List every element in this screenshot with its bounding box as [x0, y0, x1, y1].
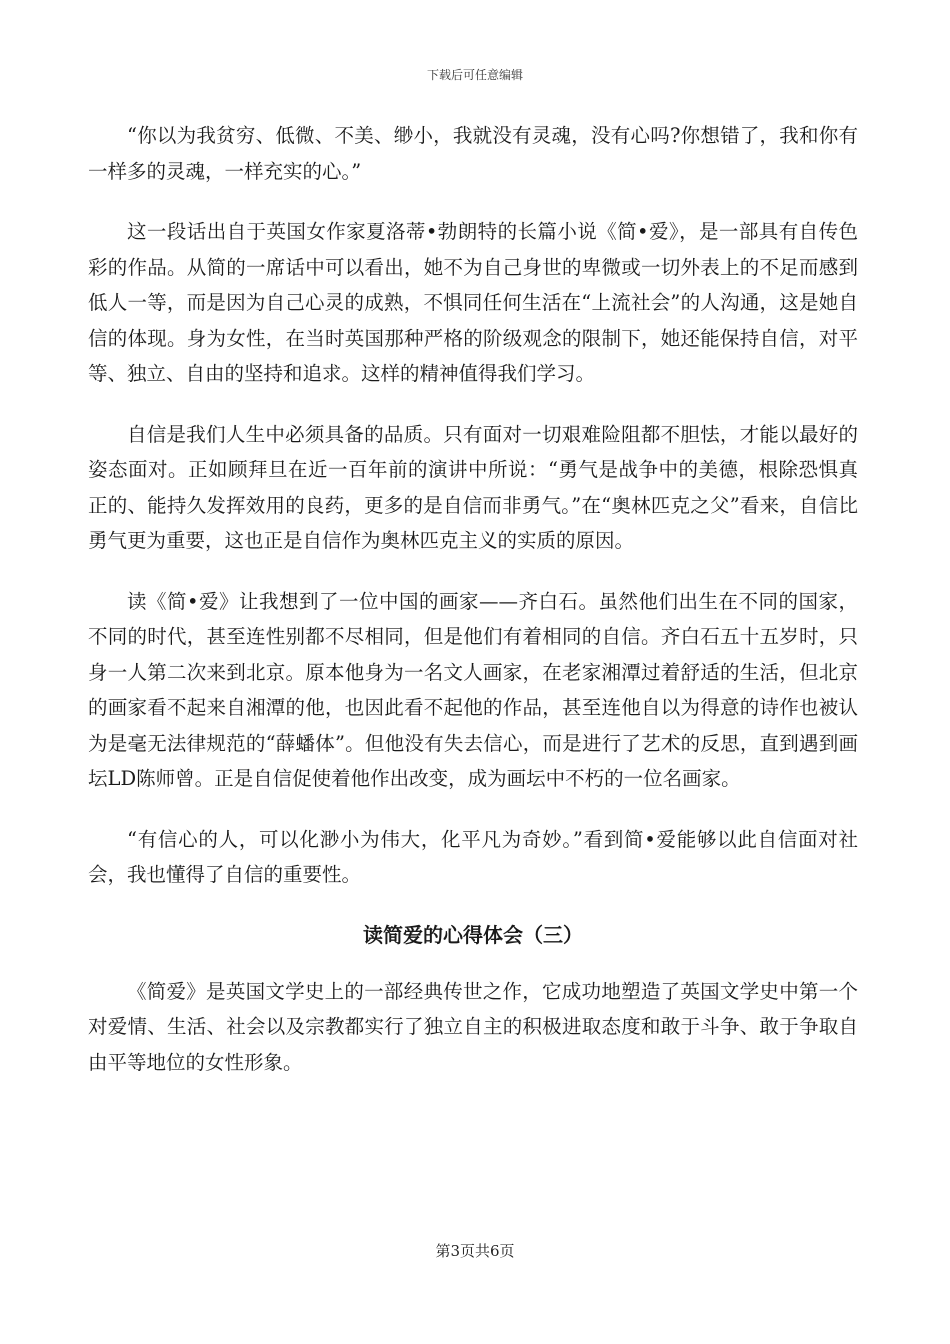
header-note: 下载后可任意编辑 — [426, 68, 523, 82]
paragraph-qi-baishi: 读《简•爱》让我想到了一位中国的画家——齐白石。虽然他们出生在不同的国家，不同的时代，甚至连性别都不尽相同，但是他们有着相同的自信。齐白石五十五岁时，只身一人第二次来到北京。原本他身为一名文人画家，在老家湘潭过着舒适的生活，但北京的画家看不起来自湘潭的他，也因此看不起他的作品，甚至连他自以为得意的诗作也被认为是毫无法律规范的“薛蟠体”。但他没有失去信心，而是进行了艺术的反思，直到遇到画坛LD陈师曾。正是自信促使着他作出改变，成为画坛中不朽的一位名画家。 — [88, 589, 858, 790]
paragraph-confidence: 自信是我们人生中必须具备的品质。只有面对一切艰难险阻都不胆怯，才能以最好的姿态面对。正如顾拜旦在近一百年前的演讲中所说：“勇气是战争中的美德，根除恐惧真正的、能持久发挥效用的良药，更多的是自信而非勇气。”在“奥林匹克之父”看来，自信比勇气更为重要，这也正是自信作为奥林匹克主义的实质的原因。 — [88, 422, 858, 552]
paragraph-quote: “你以为我贫穷、低微、不美、缈小，我就没有灵魂，没有心吗?你想错了，我和你有一样多的灵魂，一样充实的心。” — [88, 124, 858, 183]
page-number: 第3页共6页 — [435, 1242, 515, 1260]
section-title: 读简爱的心得体会（三） — [363, 922, 583, 947]
paragraph-conclusion: “有信心的人，可以化渺小为伟大，化平凡为奇妙。”看到简•爱能够以此自信面对社会，我也懂得了自信的重要性。 — [88, 827, 858, 886]
section-paragraph: 《简爱》是英国文学史上的一部经典传世之作，它成功地塑造了英国文学史中第一个对爱情、生活、社会以及宗教都实行了独立自主的积极进取态度和敢于斗争、敢于争取自由平等地位的女性形象。 — [88, 979, 858, 1074]
paragraph-source: 这一段话出自于英国女作家夏洛蒂•勃朗特的长篇小说《简•爱》，是一部具有自传色彩的作品。从简的一席话中可以看出，她不为自己身世的卑微或一切外表上的不足而感到低人一等，而是因为自己心灵的成熟，不惧同任何生活在“上流社会”的人沟通，这是她自信的体现。身为女性，在当时英国那种严格的阶级观念的限制下，她还能保持自信，对平等、独立、自由的坚持和追求。这样的精神值得我们学习。 — [88, 220, 858, 385]
document-body — [88, 118, 858, 1105]
